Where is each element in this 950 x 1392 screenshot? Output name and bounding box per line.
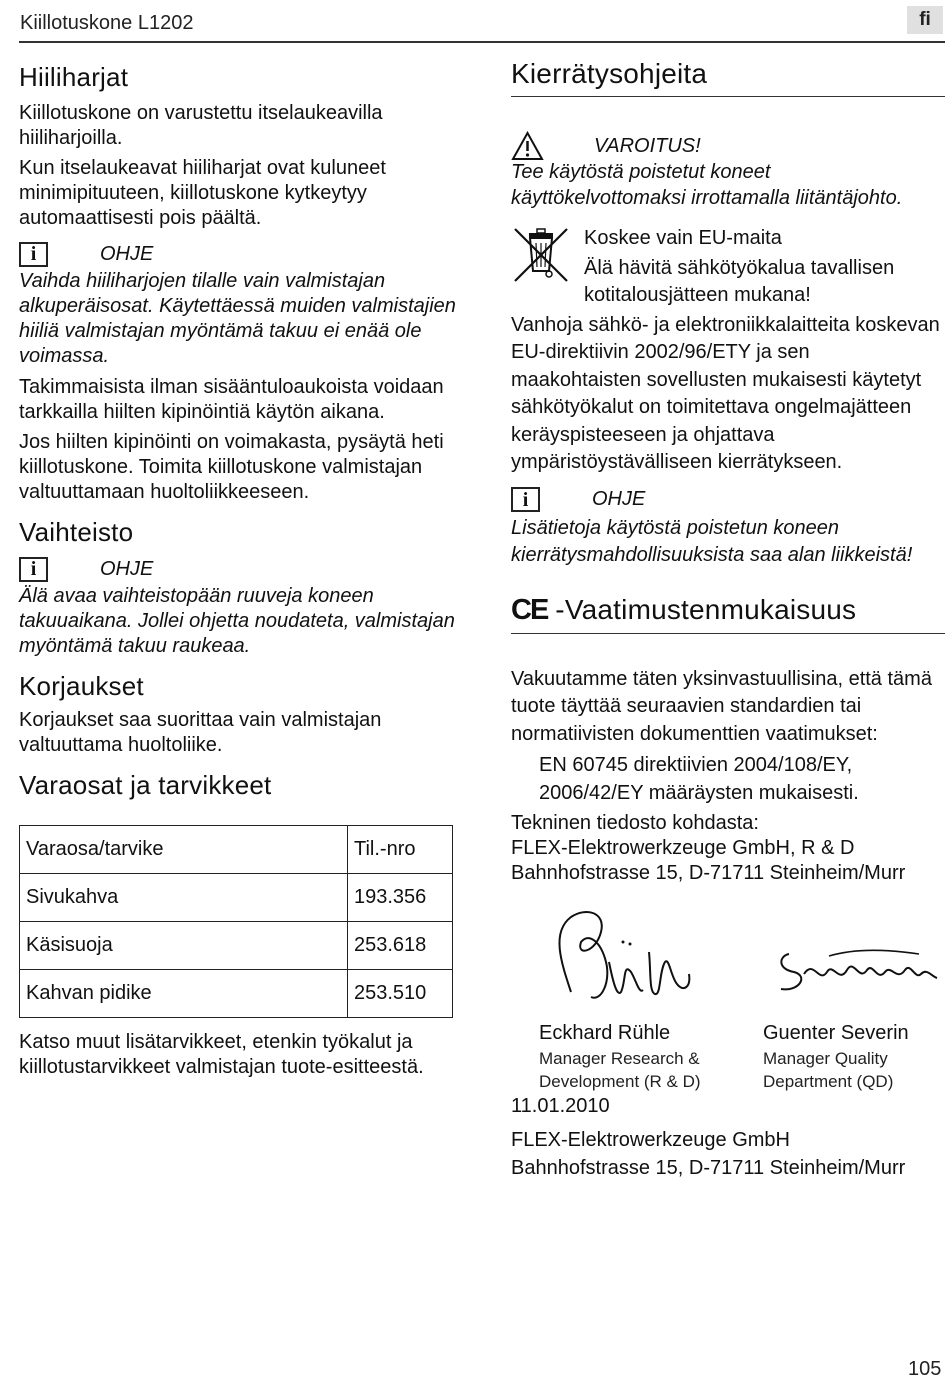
company-address: Bahnhofstrasse 15, D-71711 Steinheim/Murr bbox=[511, 1156, 906, 1179]
signatory-name: Guenter Severin bbox=[763, 1022, 909, 1044]
signatory-role: Department (QD) bbox=[763, 1072, 894, 1091]
column-header-part: Varaosa/tarvike bbox=[20, 826, 348, 874]
section-divider bbox=[511, 633, 945, 634]
info-icon: i bbox=[19, 242, 48, 267]
brushes-paragraph-1: Kiillotuskone on varustettu itselaukeavilla hiiliharjoilla. bbox=[19, 102, 383, 149]
signatory-role: Manager Research & bbox=[539, 1049, 700, 1068]
signatory-2 bbox=[763, 1022, 909, 1093]
note-label: OHJE bbox=[592, 488, 646, 510]
section-divider bbox=[511, 96, 945, 97]
part-number: 253.510 bbox=[348, 970, 453, 1018]
signatory-role: Development (R & D) bbox=[539, 1072, 701, 1091]
section-heading-recycling: Kierrätysohjeita bbox=[511, 58, 708, 89]
part-number: 253.618 bbox=[348, 922, 453, 970]
signature-severin-icon bbox=[769, 934, 945, 1004]
ce-mark: CE bbox=[511, 593, 548, 626]
recycling-note-header bbox=[511, 485, 945, 515]
declaration-date: 11.01.2010 bbox=[511, 1095, 610, 1117]
signatory-1 bbox=[539, 1022, 701, 1093]
conformity-standard: EN 60745 direktiivien 2004/108/EY, 2006/42/EY määräysten mukaisesti. bbox=[539, 754, 859, 804]
page-number: 105 bbox=[908, 1358, 942, 1380]
section-heading-parts: Varaosat ja tarvikkeet bbox=[19, 770, 272, 800]
signatory-role: Manager Quality bbox=[763, 1049, 888, 1068]
brushes-paragraph-4: Jos hiilten kipinöinti on voimakasta, pysäytä heti kiillotuskone. Toimita kiillotuskone valmistajan valtuuttamaan huoltoliikkeeseen. bbox=[19, 431, 444, 503]
disposal-text: Älä hävitä sähkötyökalua tavallisen kotitalousjätteen mukana! bbox=[584, 256, 895, 306]
section-heading-repairs: Korjaukset bbox=[19, 671, 144, 701]
gearbox-note-text: Älä avaa vaihteistopään ruuveja koneen takuuaikana. Jollei ohjetta noudateta, valmistajan myöntämä takuu raukeaa. bbox=[19, 585, 455, 657]
warning-label: VAROITUS! bbox=[594, 134, 701, 157]
repairs-text: Korjaukset saa suorittaa vain valmistajan valtuuttama huoltoliike. bbox=[19, 709, 382, 756]
section-heading-brushes: Hiiliharjat bbox=[19, 62, 129, 92]
section-heading-gearbox: Vaihteisto bbox=[19, 517, 134, 547]
conformity-intro: Vakuutamme täten yksinvastuullisina, että tämä tuote täyttää seuraavien standardien tai normatiivisten dokumenttien vaatimukset: bbox=[511, 667, 932, 745]
language-badge: fi bbox=[907, 6, 943, 34]
warning-header bbox=[511, 129, 945, 163]
info-icon: i bbox=[19, 557, 48, 582]
section-heading-conformity: -Vaatimustenmukaisuus bbox=[555, 594, 857, 625]
warning-triangle-icon bbox=[511, 131, 544, 161]
directive-text: Vanhoja sähkö- ja elektroniikkalaitteita koskevan EU-direktiivin 2002/96/ETY ja sen maakohtaisten sovellusten mukaisesti käytetyt sähkötyökalut on toimitettava ongelmajätteen keräyspisteeseen ja ohjattava ympäristöystävälliseen kierrätykseen. bbox=[511, 313, 940, 473]
weee-notice bbox=[511, 225, 945, 310]
part-name: Sivukahva bbox=[20, 874, 348, 922]
weee-text bbox=[584, 225, 945, 310]
part-name: Käsisuoja bbox=[20, 922, 348, 970]
warning-text: Tee käytöstä poistetut koneet käyttökelvottomaksi irrottamalla liitäntäjohto. bbox=[511, 161, 903, 209]
document-title: Kiillotuskone L1202 bbox=[20, 12, 194, 34]
table-row bbox=[20, 922, 453, 970]
conformity-heading bbox=[511, 594, 945, 627]
signature-ruhle-icon bbox=[531, 902, 711, 1012]
tech-file-label: Tekninen tiedosto kohdasta: bbox=[511, 812, 759, 834]
brushes-paragraph-2: Kun itselaukeavat hiiliharjat ovat kuluneet minimipituuteen, kiillotuskone kytkeytyy automaattisesti pois päältä. bbox=[19, 157, 386, 229]
company-name: FLEX-Elektrowerkzeuge GmbH bbox=[511, 1129, 790, 1151]
right-column bbox=[511, 58, 945, 1182]
signatures bbox=[511, 894, 945, 1094]
tech-file-address: Bahnhofstrasse 15, D-71711 Steinheim/Murr bbox=[511, 862, 906, 884]
eu-only-text: Koskee vain EU-maita bbox=[584, 227, 782, 249]
recycling-note-text: Lisätietoja käytöstä poistetun koneen kierrätysmahdollisuuksista saa alan liikkeistä! bbox=[511, 516, 913, 566]
info-icon: i bbox=[511, 487, 540, 512]
gearbox-note-header bbox=[19, 554, 459, 584]
table-row bbox=[20, 874, 453, 922]
brushes-paragraph-3: Takimmaisista ilman sisääntuloaukoista voidaan tarkkailla hiilten kipinöintiä käytön aikana. bbox=[19, 376, 444, 423]
parts-table bbox=[19, 825, 453, 1018]
table-header-row bbox=[20, 826, 453, 874]
note-label: OHJE bbox=[100, 557, 154, 580]
column-header-order-no: Til.-nro bbox=[348, 826, 453, 874]
brushes-note-header bbox=[19, 239, 459, 269]
part-name: Kahvan pidike bbox=[20, 970, 348, 1018]
table-row bbox=[20, 970, 453, 1018]
parts-footer-text: Katso muut lisätarvikkeet, etenkin työkalut ja kiillotustarvikkeet valmistajan tuote-esitteestä. bbox=[19, 1031, 424, 1078]
signatory-name: Eckhard Rühle bbox=[539, 1022, 671, 1044]
note-label: OHJE bbox=[100, 242, 154, 265]
brushes-note-text: Vaihda hiiliharjojen tilalle vain valmistajan alkuperäisosat. Käytettäessä muiden valmistajien hiiliä valmistajan myöntämä takuu ei enää ole voimassa. bbox=[19, 270, 456, 367]
left-column bbox=[19, 60, 459, 1080]
crossed-bin-icon bbox=[511, 225, 571, 287]
tech-file-company: FLEX-Elektrowerkzeuge GmbH, R & D bbox=[511, 837, 855, 859]
header-divider bbox=[19, 41, 945, 43]
part-number: 193.356 bbox=[348, 874, 453, 922]
